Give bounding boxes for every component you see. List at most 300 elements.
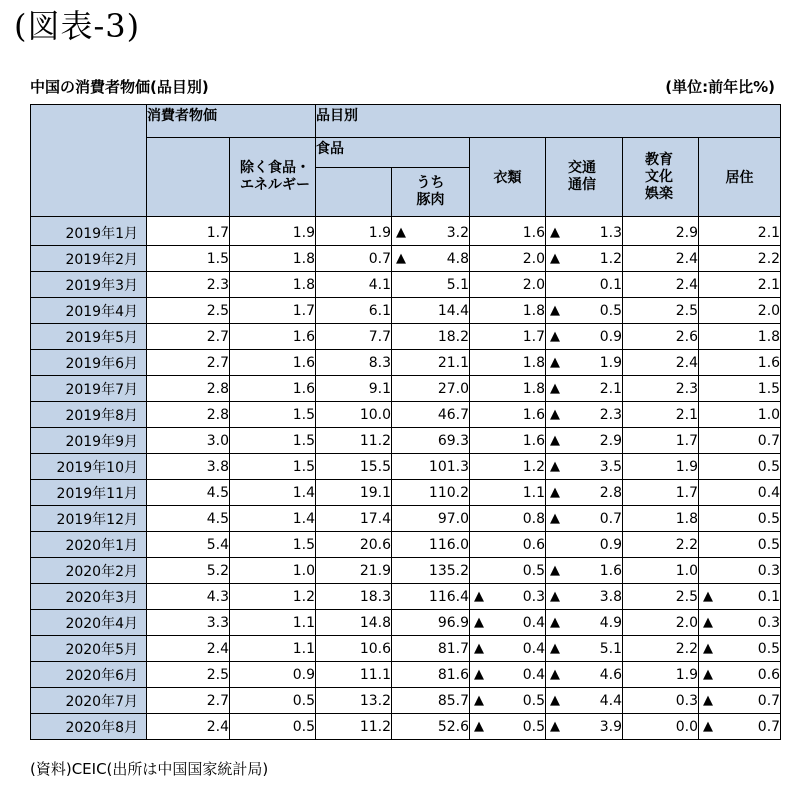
table-row <box>31 350 781 376</box>
cell-core: 1.7 <box>230 298 316 324</box>
negative-value <box>546 251 622 267</box>
triangle-icon: ▲ <box>550 459 560 474</box>
cell-transport <box>546 350 623 376</box>
value: 0.7 <box>757 718 781 735</box>
triangle-icon: ▲ <box>550 667 560 682</box>
negative-value <box>470 615 545 631</box>
cell-housing <box>699 584 781 610</box>
triangle-icon: ▲ <box>550 407 560 422</box>
cell-pork: 18.2 <box>392 324 470 350</box>
negative-value <box>546 225 622 241</box>
cell-pork: 96.9 <box>392 610 470 636</box>
cell-transport <box>546 376 623 402</box>
header-transport-comm: 交通 通信 <box>546 138 623 217</box>
value: 0.3 <box>522 588 545 605</box>
value: 0.9 <box>599 328 622 345</box>
row-date: 2020年6月 <box>31 662 147 688</box>
value: 3.2 <box>446 224 469 241</box>
cell-cpi: 4.3 <box>147 584 230 610</box>
negative-value <box>546 459 622 475</box>
cell-transport <box>546 558 623 584</box>
cell-clothing: 1.8 <box>470 350 546 376</box>
value: 1.3 <box>599 224 622 241</box>
cell-housing: 2.1 <box>699 217 781 246</box>
cell-cpi: 2.3 <box>147 272 230 298</box>
table-row <box>31 610 781 636</box>
cell-education: 2.9 <box>623 217 699 246</box>
cell-cpi: 2.7 <box>147 324 230 350</box>
cell-food: 1.9 <box>316 217 392 246</box>
cell-housing <box>699 714 781 740</box>
cell-transport: 0.1 <box>546 272 623 298</box>
cell-cpi: 2.4 <box>147 636 230 662</box>
cell-clothing <box>470 688 546 714</box>
cell-clothing: 0.5 <box>470 558 546 584</box>
row-date: 2019年1月 <box>31 217 147 246</box>
triangle-icon: ▲ <box>550 563 560 578</box>
cell-housing: 0.5 <box>699 532 781 558</box>
cell-core: 0.5 <box>230 688 316 714</box>
triangle-icon: ▲ <box>550 719 560 734</box>
value: 0.5 <box>522 692 545 709</box>
cell-food: 18.3 <box>316 584 392 610</box>
cell-transport <box>546 584 623 610</box>
triangle-icon: ▲ <box>550 589 560 604</box>
triangle-icon: ▲ <box>703 693 713 708</box>
cell-core: 1.5 <box>230 532 316 558</box>
value: 4.9 <box>599 614 622 631</box>
table-row <box>31 714 781 740</box>
negative-value <box>470 667 545 683</box>
table-row <box>31 246 781 272</box>
cpi-table <box>30 104 781 740</box>
cell-education: 2.4 <box>623 272 699 298</box>
negative-value <box>546 381 622 397</box>
cell-core: 1.4 <box>230 506 316 532</box>
header-ex-food-energy: 除く食品・ エネルギー <box>230 138 316 217</box>
triangle-icon: ▲ <box>550 615 560 630</box>
cell-education: 2.4 <box>623 246 699 272</box>
negative-value <box>546 355 622 371</box>
triangle-icon: ▲ <box>550 303 560 318</box>
cell-education: 2.6 <box>623 324 699 350</box>
negative-value <box>699 667 780 683</box>
row-date: 2019年11月 <box>31 480 147 506</box>
cell-education: 2.2 <box>623 636 699 662</box>
cell-pork: 81.7 <box>392 636 470 662</box>
cell-education: 0.3 <box>623 688 699 714</box>
cell-clothing <box>470 610 546 636</box>
row-date: 2019年12月 <box>31 506 147 532</box>
cell-transport <box>546 217 623 246</box>
cell-food: 7.7 <box>316 324 392 350</box>
value: 0.7 <box>599 510 622 527</box>
table-row <box>31 636 781 662</box>
cell-core: 1.2 <box>230 584 316 610</box>
cell-food: 10.6 <box>316 636 392 662</box>
header-clothing: 衣類 <box>470 138 546 217</box>
header-corner <box>31 105 147 217</box>
value: 1.2 <box>599 250 622 267</box>
value: 0.4 <box>522 640 545 657</box>
header-food-total <box>316 168 392 217</box>
value: 0.6 <box>757 666 781 683</box>
negative-value <box>546 667 622 683</box>
triangle-icon: ▲ <box>474 667 484 682</box>
negative-value <box>699 641 780 657</box>
cell-education: 0.0 <box>623 714 699 740</box>
cell-cpi: 5.4 <box>147 532 230 558</box>
negative-value <box>392 225 469 241</box>
value: 4.4 <box>599 692 622 709</box>
row-date: 2019年9月 <box>31 428 147 454</box>
value: 0.4 <box>522 614 545 631</box>
cell-pork: 5.1 <box>392 272 470 298</box>
cell-pork: 135.2 <box>392 558 470 584</box>
cell-core: 1.8 <box>230 246 316 272</box>
negative-value <box>546 563 622 579</box>
cell-core: 1.1 <box>230 636 316 662</box>
cell-transport <box>546 428 623 454</box>
table-row <box>31 402 781 428</box>
negative-value <box>470 641 545 657</box>
cell-housing: 0.5 <box>699 506 781 532</box>
negative-value <box>546 615 622 631</box>
value: 0.5 <box>757 640 781 657</box>
table-row <box>31 376 781 402</box>
triangle-icon: ▲ <box>703 641 713 656</box>
negative-value <box>392 251 469 267</box>
value: 2.1 <box>599 380 622 397</box>
table-row <box>31 298 781 324</box>
row-date: 2020年7月 <box>31 688 147 714</box>
triangle-icon: ▲ <box>550 251 560 266</box>
cell-pork: 14.4 <box>392 298 470 324</box>
cell-transport <box>546 662 623 688</box>
header-food: 食品 <box>316 138 470 168</box>
cell-core: 1.9 <box>230 217 316 246</box>
value: 4.8 <box>446 250 469 267</box>
cell-cpi: 4.5 <box>147 480 230 506</box>
triangle-icon: ▲ <box>550 329 560 344</box>
table-header <box>31 105 781 217</box>
cell-education: 2.5 <box>623 584 699 610</box>
negative-value <box>470 589 545 605</box>
triangle-icon: ▲ <box>396 251 406 266</box>
cell-food: 19.1 <box>316 480 392 506</box>
cell-core: 0.5 <box>230 714 316 740</box>
cell-core: 1.8 <box>230 272 316 298</box>
table-subtitle: 中国の消費者物価(品目別) <box>30 78 209 96</box>
cell-clothing: 0.8 <box>470 506 546 532</box>
cell-clothing: 1.8 <box>470 376 546 402</box>
header-edu-culture: 教育 文化 娯楽 <box>623 138 699 217</box>
cell-food: 20.6 <box>316 532 392 558</box>
cell-core: 1.5 <box>230 402 316 428</box>
row-date: 2019年6月 <box>31 350 147 376</box>
cell-pork <box>392 246 470 272</box>
cell-clothing: 2.0 <box>470 272 546 298</box>
cell-cpi: 2.4 <box>147 714 230 740</box>
cell-pork: 21.1 <box>392 350 470 376</box>
triangle-icon: ▲ <box>550 485 560 500</box>
cell-housing: 0.5 <box>699 454 781 480</box>
cell-food: 4.1 <box>316 272 392 298</box>
header-cpi: 消費者物価 <box>147 105 316 138</box>
negative-value <box>546 693 622 709</box>
table-row <box>31 688 781 714</box>
cell-transport <box>546 636 623 662</box>
value: 0.7 <box>757 692 781 709</box>
negative-value <box>470 719 545 735</box>
cell-pork: 116.0 <box>392 532 470 558</box>
value: 4.6 <box>599 666 622 683</box>
value: 1.6 <box>599 562 622 579</box>
cell-core: 1.4 <box>230 480 316 506</box>
triangle-icon: ▲ <box>474 615 484 630</box>
cell-education: 1.7 <box>623 428 699 454</box>
row-date: 2019年5月 <box>31 324 147 350</box>
source-note: (資料)CEIC(出所は中国国家統計局) <box>30 760 269 778</box>
cell-housing: 2.2 <box>699 246 781 272</box>
table-row <box>31 428 781 454</box>
row-date: 2019年8月 <box>31 402 147 428</box>
row-date: 2019年4月 <box>31 298 147 324</box>
negative-value <box>546 641 622 657</box>
row-date: 2019年10月 <box>31 454 147 480</box>
cell-pork: 81.6 <box>392 662 470 688</box>
cell-clothing: 1.6 <box>470 217 546 246</box>
cell-food: 6.1 <box>316 298 392 324</box>
cell-food: 15.5 <box>316 454 392 480</box>
cell-housing: 2.1 <box>699 272 781 298</box>
cell-clothing <box>470 662 546 688</box>
table-row <box>31 584 781 610</box>
cell-transport <box>546 324 623 350</box>
cell-cpi: 2.8 <box>147 402 230 428</box>
negative-value <box>546 329 622 345</box>
triangle-icon: ▲ <box>703 667 713 682</box>
cell-transport <box>546 402 623 428</box>
value: 2.3 <box>599 406 622 423</box>
cell-pork <box>392 217 470 246</box>
cell-transport: 0.9 <box>546 532 623 558</box>
cell-core: 1.5 <box>230 428 316 454</box>
triangle-icon: ▲ <box>474 589 484 604</box>
header-cpi-total <box>147 138 230 217</box>
cell-education: 2.2 <box>623 532 699 558</box>
cell-food: 17.4 <box>316 506 392 532</box>
cell-food: 0.7 <box>316 246 392 272</box>
cell-housing: 1.8 <box>699 324 781 350</box>
cell-food: 11.2 <box>316 714 392 740</box>
value: 0.1 <box>757 588 781 605</box>
cell-food: 14.8 <box>316 610 392 636</box>
triangle-icon: ▲ <box>474 719 484 734</box>
triangle-icon: ▲ <box>474 693 484 708</box>
triangle-icon: ▲ <box>396 225 406 240</box>
triangle-icon: ▲ <box>550 693 560 708</box>
table-row <box>31 506 781 532</box>
cell-food: 8.3 <box>316 350 392 376</box>
cell-education: 2.1 <box>623 402 699 428</box>
cell-housing <box>699 688 781 714</box>
cell-education: 1.7 <box>623 480 699 506</box>
cell-cpi: 1.7 <box>147 217 230 246</box>
table-row <box>31 272 781 298</box>
table-row <box>31 217 781 246</box>
cell-housing: 1.5 <box>699 376 781 402</box>
header-pork: うち 豚肉 <box>392 168 470 217</box>
cell-housing: 0.4 <box>699 480 781 506</box>
triangle-icon: ▲ <box>550 225 560 240</box>
triangle-icon: ▲ <box>550 355 560 370</box>
cell-education: 2.0 <box>623 610 699 636</box>
value: 0.5 <box>522 718 545 735</box>
cell-education: 2.3 <box>623 376 699 402</box>
negative-value <box>699 719 780 735</box>
row-date: 2020年8月 <box>31 714 147 740</box>
negative-value <box>699 589 780 605</box>
cell-core: 1.1 <box>230 610 316 636</box>
cell-food: 13.2 <box>316 688 392 714</box>
cell-transport <box>546 298 623 324</box>
cell-cpi: 2.7 <box>147 688 230 714</box>
table-row <box>31 662 781 688</box>
cell-pork: 46.7 <box>392 402 470 428</box>
cell-transport <box>546 688 623 714</box>
cell-food: 11.1 <box>316 662 392 688</box>
cell-transport <box>546 480 623 506</box>
row-date: 2020年5月 <box>31 636 147 662</box>
cell-clothing <box>470 714 546 740</box>
cell-clothing: 1.6 <box>470 428 546 454</box>
cell-transport <box>546 246 623 272</box>
cell-cpi: 3.0 <box>147 428 230 454</box>
value: 5.1 <box>599 640 622 657</box>
cell-clothing <box>470 636 546 662</box>
cell-education: 2.5 <box>623 298 699 324</box>
cell-housing: 0.3 <box>699 558 781 584</box>
figure-title: (図表-3) <box>14 7 141 45</box>
cell-food: 11.2 <box>316 428 392 454</box>
cell-cpi: 1.5 <box>147 246 230 272</box>
cell-core: 1.6 <box>230 376 316 402</box>
cell-transport <box>546 454 623 480</box>
cell-education: 1.8 <box>623 506 699 532</box>
table-body <box>31 217 781 740</box>
negative-value <box>470 693 545 709</box>
triangle-icon: ▲ <box>550 381 560 396</box>
cell-pork: 116.4 <box>392 584 470 610</box>
cell-cpi: 3.8 <box>147 454 230 480</box>
cell-pork: 101.3 <box>392 454 470 480</box>
table-row <box>31 558 781 584</box>
negative-value <box>546 407 622 423</box>
cell-housing: 1.0 <box>699 402 781 428</box>
cell-clothing: 1.1 <box>470 480 546 506</box>
cell-food: 9.1 <box>316 376 392 402</box>
cell-cpi: 3.3 <box>147 610 230 636</box>
cell-cpi: 5.2 <box>147 558 230 584</box>
cell-cpi: 2.7 <box>147 350 230 376</box>
cell-clothing: 0.6 <box>470 532 546 558</box>
row-date: 2020年2月 <box>31 558 147 584</box>
cell-transport <box>546 610 623 636</box>
negative-value <box>699 693 780 709</box>
cell-clothing: 1.7 <box>470 324 546 350</box>
cell-core: 1.6 <box>230 324 316 350</box>
cell-core: 1.0 <box>230 558 316 584</box>
value: 1.9 <box>599 354 622 371</box>
cell-education: 1.0 <box>623 558 699 584</box>
value: 3.9 <box>599 718 622 735</box>
cell-core: 1.5 <box>230 454 316 480</box>
table-row <box>31 454 781 480</box>
negative-value <box>546 303 622 319</box>
header-housing: 居住 <box>699 138 781 217</box>
negative-value <box>546 511 622 527</box>
cell-pork: 52.6 <box>392 714 470 740</box>
cell-clothing <box>470 584 546 610</box>
triangle-icon: ▲ <box>550 511 560 526</box>
triangle-icon: ▲ <box>550 433 560 448</box>
cell-housing <box>699 662 781 688</box>
cell-cpi: 2.5 <box>147 662 230 688</box>
cell-cpi: 4.5 <box>147 506 230 532</box>
value: 3.8 <box>599 588 622 605</box>
header-by-item: 品目別 <box>316 105 781 138</box>
cell-housing: 2.0 <box>699 298 781 324</box>
cell-transport <box>546 506 623 532</box>
row-date: 2019年7月 <box>31 376 147 402</box>
cell-clothing: 1.6 <box>470 402 546 428</box>
value: 2.8 <box>599 484 622 501</box>
negative-value <box>546 719 622 735</box>
unit-label: (単位:前年比%) <box>665 78 775 96</box>
cell-cpi: 2.8 <box>147 376 230 402</box>
cell-pork: 97.0 <box>392 506 470 532</box>
cell-cpi: 2.5 <box>147 298 230 324</box>
value: 3.5 <box>599 458 622 475</box>
cell-clothing: 1.8 <box>470 298 546 324</box>
cell-education: 2.4 <box>623 350 699 376</box>
negative-value <box>699 615 780 631</box>
value: 0.4 <box>522 666 545 683</box>
value: 0.5 <box>599 302 622 319</box>
negative-value <box>546 433 622 449</box>
negative-value <box>546 589 622 605</box>
table-row <box>31 480 781 506</box>
table-row <box>31 532 781 558</box>
triangle-icon: ▲ <box>703 719 713 734</box>
cell-core: 0.9 <box>230 662 316 688</box>
cell-housing: 0.7 <box>699 428 781 454</box>
cell-food: 10.0 <box>316 402 392 428</box>
cell-pork: 69.3 <box>392 428 470 454</box>
row-date: 2020年1月 <box>31 532 147 558</box>
value: 0.3 <box>757 614 781 631</box>
cell-clothing: 1.2 <box>470 454 546 480</box>
negative-value <box>546 485 622 501</box>
cell-pork: 85.7 <box>392 688 470 714</box>
triangle-icon: ▲ <box>703 615 713 630</box>
triangle-icon: ▲ <box>474 641 484 656</box>
cell-housing <box>699 636 781 662</box>
row-date: 2020年4月 <box>31 610 147 636</box>
row-date: 2019年3月 <box>31 272 147 298</box>
table-row <box>31 324 781 350</box>
